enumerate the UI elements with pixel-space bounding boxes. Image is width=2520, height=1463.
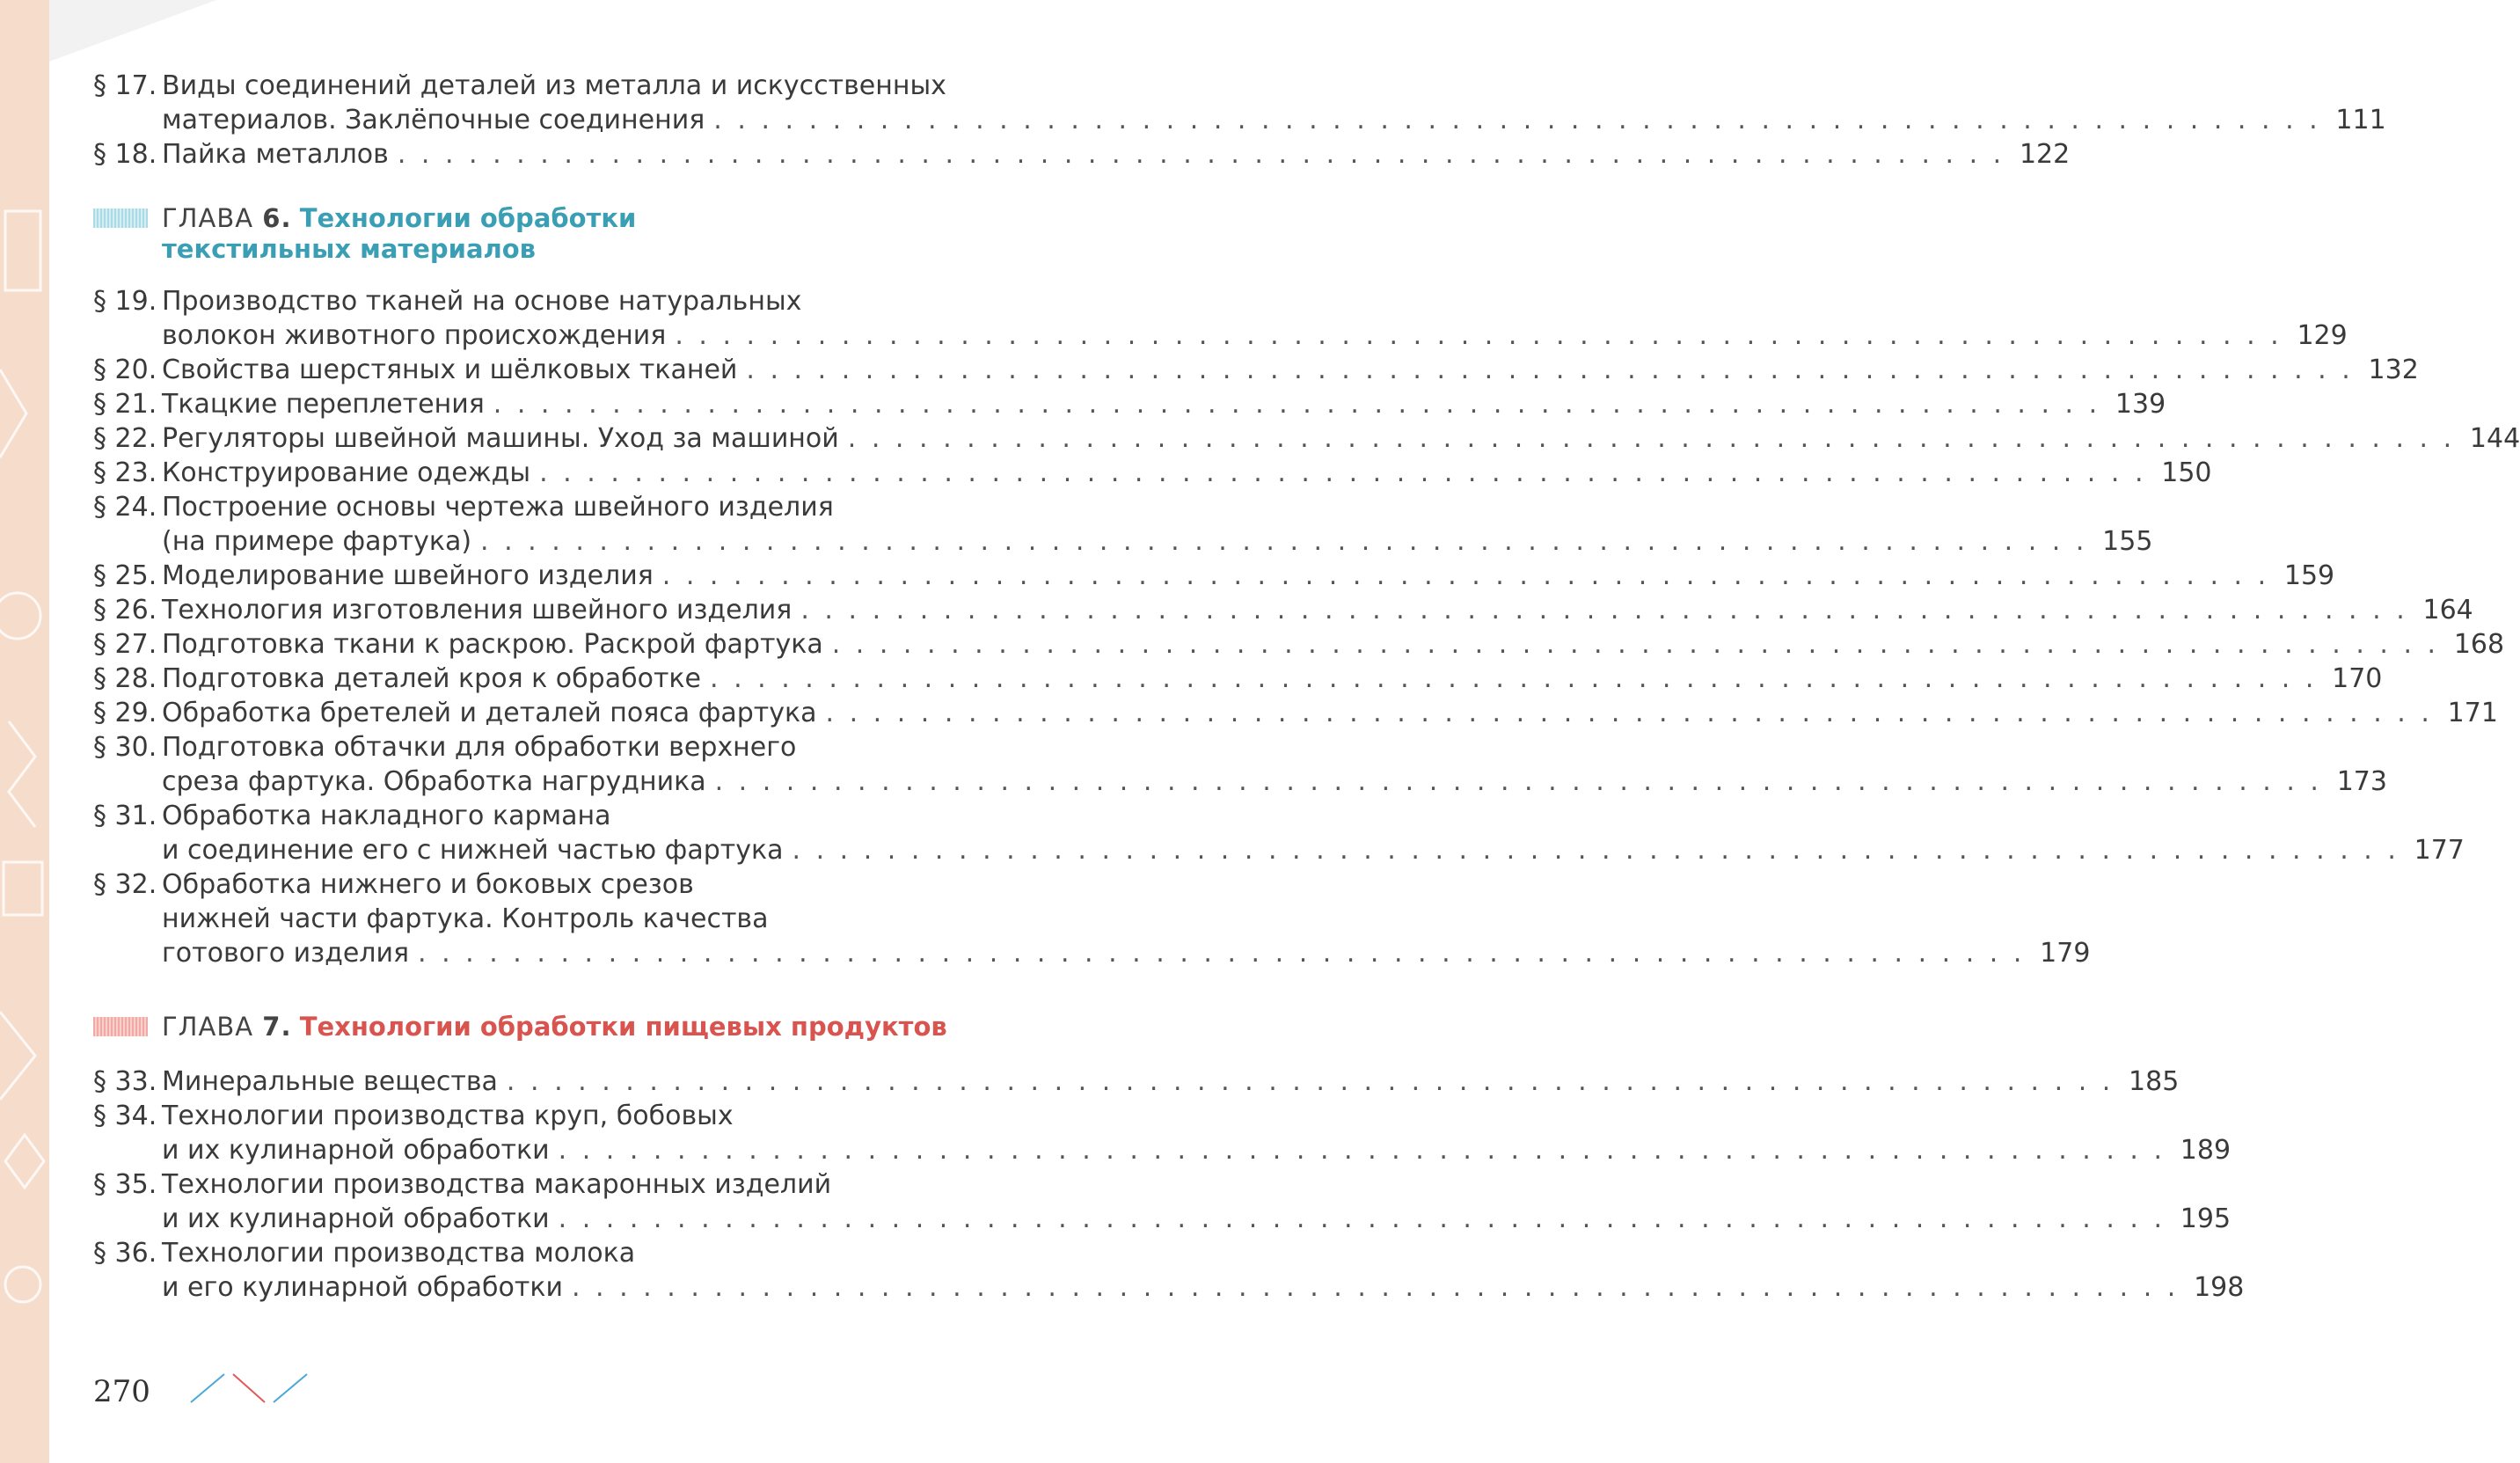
page-ref: 189	[2180, 1135, 2231, 1166]
section-title: и их кулинарной обработки	[162, 1135, 550, 1166]
chapter-title-line2: текстильных материалов	[162, 234, 537, 264]
page-ref: 168	[2453, 629, 2505, 660]
dot-leader: . . . . . . . . . . . . . . . . . . . . . . . . . . . . . . . . . . . . . . . . . . . . . . . . . . . . . . . . . . . . . . . . . . . .	[571, 1272, 2180, 1303]
section-title: Производство тканей на основе натуральных	[162, 286, 802, 317]
section-title: Ткацкие переплетения	[162, 389, 485, 420]
toc-entry[interactable]	[93, 559, 2335, 593]
toc-entry[interactable]	[93, 696, 2498, 730]
section-number: § 17.	[93, 70, 157, 101]
page-ref: 155	[2102, 526, 2153, 557]
toc-entry[interactable]	[93, 284, 2348, 353]
toc-entry[interactable]	[93, 1064, 2180, 1099]
section-title: Свойства шерстяных и шёлковых тканей	[162, 355, 738, 385]
decorative-slash-icon	[189, 1371, 312, 1406]
chapter-number: 7.	[262, 1012, 292, 1042]
section-number: § 27.	[93, 629, 157, 660]
toc-entry[interactable]	[93, 867, 2091, 970]
section-title: и их кулинарной обработки	[162, 1203, 550, 1234]
section-title: нижней части фартука. Контроль качества	[162, 903, 769, 934]
page-ref: 171	[2447, 698, 2498, 728]
chapter-number: 6.	[262, 203, 292, 233]
page-ref: 159	[2283, 560, 2335, 591]
section-number: § 21.	[93, 389, 157, 420]
chapter-title-line1: Технологии обработки пищевых продуктов	[299, 1012, 947, 1042]
chapter-label: ГЛАВА	[162, 1012, 263, 1042]
toc-entry[interactable]	[93, 799, 2465, 867]
chapter-label: ГЛАВА	[162, 203, 263, 233]
page-ref: 129	[2297, 320, 2348, 351]
page-ref: 173	[2336, 766, 2387, 797]
page-ref: 144	[2469, 423, 2520, 454]
page-ref: 111	[2335, 105, 2386, 135]
section-number: § 18.	[93, 139, 157, 170]
section-title: материалов. Заклёпочные соединения	[162, 105, 705, 135]
section-number: § 36.	[93, 1238, 157, 1269]
page-ref: 177	[2414, 835, 2465, 866]
section-title: Обработка бретелей и деталей пояса фартука	[162, 698, 817, 728]
geometric-pattern-icon	[0, 0, 49, 1463]
dot-leader: . . . . . . . . . . . . . . . . . . . . . . . . . . . . . . . . . . . . . . . . . . . . . . . . . . . . . . . . . . . . . . . . . . . .	[847, 423, 2456, 454]
section-number: § 20.	[93, 355, 157, 385]
toc-entry[interactable]	[93, 662, 2383, 696]
section-number: § 30.	[93, 732, 157, 763]
toc-entry[interactable]	[93, 353, 2419, 387]
section-number: § 19.	[93, 286, 157, 317]
section-number: § 32.	[93, 869, 157, 900]
decorative-side-strip	[0, 0, 49, 1463]
page-corner-fold	[49, 0, 216, 62]
section-number: § 28.	[93, 663, 157, 694]
toc-entry[interactable]	[93, 69, 2386, 137]
section-title: Минеральные вещества	[162, 1066, 498, 1097]
dot-leader: . . . . . . . . . . . . . . . . . . . . . . . . . . . . . . . . . . . . . . . . . . . . . . . . . . . . . . . . . . . . . . . . . . . .	[558, 1203, 2166, 1234]
section-title: Пайка металлов	[162, 139, 389, 170]
section-title: Виды соединений деталей из металла и искусственных	[162, 70, 946, 101]
toc-entry[interactable]	[93, 137, 2071, 172]
section-number: § 34.	[93, 1101, 157, 1131]
page-ref: 195	[2180, 1203, 2231, 1234]
section-title: Подготовка ткани к раскрою. Раскрой фартука	[162, 629, 823, 660]
toc-entry[interactable]	[93, 387, 2166, 421]
section-number: § 25.	[93, 560, 157, 591]
chapter-title-line1: Технологии обработки	[299, 203, 637, 233]
section-title: Регуляторы швейной машины. Уход за машиной	[162, 423, 839, 454]
dot-leader: . . . . . . . . . . . . . . . . . . . . . . . . . . . . . . . . . . . . . . . . . . . . . . . . . . . . . . . . . . . . . . . . . . . .	[418, 938, 2026, 969]
dot-leader: . . . . . . . . . . . . . . . . . . . . . . . . . . . . . . . . . . . . . . . . . . . . . . . . . . . . . . . . . . . . . . . . . . . .	[800, 595, 2408, 625]
chapter-6-marker	[93, 208, 148, 228]
section-title: Технологии производства круп, бобовых	[162, 1101, 734, 1131]
page-ref: 164	[2422, 595, 2473, 625]
toc-entry[interactable]	[93, 1167, 2231, 1236]
page-number: 270	[93, 1374, 150, 1409]
dot-leader: . . . . . . . . . . . . . . . . . . . . . . . . . . . . . . . . . . . . . . . . . . . . . . . . . . . . . . . . . . . . . . . . . . . .	[480, 526, 2088, 557]
section-number: § 26.	[93, 595, 157, 625]
toc-entry[interactable]	[93, 1099, 2231, 1167]
section-number: § 22.	[93, 423, 157, 454]
dot-leader: . . . . . . . . . . . . . . . . . . . . . . . . . . . . . . . . . . . . . . . . . . . . . . . . . . . . . . . . . . . . . . . . . . . .	[714, 766, 2322, 797]
dot-leader: . . . . . . . . . . . . . . . . . . . . . . . . . . . . . . . . . . . . . . . . . . . . . . . . . . . . . . . . . . . . . . . . . . . .	[825, 698, 2433, 728]
chapter-7-marker	[93, 1017, 148, 1036]
toc-entry[interactable]	[93, 421, 2520, 456]
section-title: Обработка нижнего и боковых срезов	[162, 869, 694, 900]
page-ref: 198	[2194, 1272, 2245, 1303]
section-number: § 24.	[93, 492, 157, 523]
page-ref: 170	[2332, 663, 2383, 694]
section-title: (на примере фартука)	[162, 526, 472, 557]
dot-leader: . . . . . . . . . . . . . . . . . . . . . . . . . . . . . . . . . . . . . . . . . . . . . . . . . . . . . . . . . . . . . . . . . . . .	[397, 139, 2005, 170]
page-ref: 179	[2040, 938, 2091, 969]
page-ref: 139	[2115, 389, 2166, 420]
dot-leader: . . . . . . . . . . . . . . . . . . . . . . . . . . . . . . . . . . . . . . . . . . . . . . . . . . . . . . . . . . . . . . . . . . . .	[539, 457, 2147, 488]
section-title: Подготовка деталей кроя к обработке	[162, 663, 701, 694]
dot-leader: . . . . . . . . . . . . . . . . . . . . . . . . . . . . . . . . . . . . . . . . . . . . . . . . . . . . . . . . . . . . . . . . . . . .	[506, 1066, 2115, 1097]
section-title: Обработка накладного кармана	[162, 801, 611, 831]
dot-leader: . . . . . . . . . . . . . . . . . . . . . . . . . . . . . . . . . . . . . . . . . . . . . . . . . . . . . . . . . . . . . . . . . . . .	[713, 105, 2321, 135]
page-ref: 122	[2019, 139, 2071, 170]
toc-entry[interactable]	[93, 593, 2473, 627]
dot-leader: . . . . . . . . . . . . . . . . . . . . . . . . . . . . . . . . . . . . . . . . . . . . . . . . . . . . . . . . . . . . . . . . . . . .	[675, 320, 2283, 351]
dot-leader: . . . . . . . . . . . . . . . . . . . . . . . . . . . . . . . . . . . . . . . . . . . . . . . . . . . . . . . . . . . . . . . . . . . .	[746, 355, 2354, 385]
dot-leader: . . . . . . . . . . . . . . . . . . . . . . . . . . . . . . . . . . . . . . . . . . . . . . . . . . . . . . . . . . . . . . . . . . . .	[831, 629, 2440, 660]
section-title: и его кулинарной обработки	[162, 1272, 563, 1303]
page-ref: 132	[2368, 355, 2419, 385]
dot-leader: . . . . . . . . . . . . . . . . . . . . . . . . . . . . . . . . . . . . . . . . . . . . . . . . . . . . . . . . . . . . . . . . . . . .	[792, 835, 2399, 866]
dot-leader: . . . . . . . . . . . . . . . . . . . . . . . . . . . . . . . . . . . . . . . . . . . . . . . . . . . . . . . . . . . . . . . . . . . .	[558, 1135, 2166, 1166]
section-title: и соединение его с нижней частью фартука	[162, 835, 784, 866]
section-title: среза фартука. Обработка нагрудника	[162, 766, 706, 797]
section-title: волокон животного происхождения	[162, 320, 667, 351]
dot-leader: . . . . . . . . . . . . . . . . . . . . . . . . . . . . . . . . . . . . . . . . . . . . . . . . . . . . . . . . . . . . . . . . . . . .	[710, 663, 2318, 694]
dot-leader: . . . . . . . . . . . . . . . . . . . . . . . . . . . . . . . . . . . . . . . . . . . . . . . . . . . . . . . . . . . . . . . . . . . .	[661, 560, 2270, 591]
section-number: § 35.	[93, 1169, 157, 1200]
toc-entry[interactable]	[93, 490, 2153, 559]
page-ref: 185	[2129, 1066, 2180, 1097]
section-number: § 31.	[93, 801, 157, 831]
section-number: § 33.	[93, 1066, 157, 1097]
chapter-6-heading	[93, 203, 999, 265]
section-title: Подготовка обтачки для обработки верхнего	[162, 732, 797, 763]
page-ref: 150	[2161, 457, 2212, 488]
section-title: Конструирование одежды	[162, 457, 531, 488]
section-title: Построение основы чертежа швейного изделия	[162, 492, 834, 523]
dot-leader: . . . . . . . . . . . . . . . . . . . . . . . . . . . . . . . . . . . . . . . . . . . . . . . . . . . . . . . . . . . . . . . . . . . .	[493, 389, 2101, 420]
toc-entry[interactable]	[93, 730, 2387, 799]
chapter-7-heading	[93, 1012, 999, 1042]
section-number: § 23.	[93, 457, 157, 488]
toc-entry[interactable]	[93, 456, 2212, 490]
toc-entry[interactable]	[93, 627, 2505, 662]
section-title: готового изделия	[162, 938, 410, 969]
section-title: Моделирование швейного изделия	[162, 560, 654, 591]
toc-entry[interactable]	[93, 1236, 2245, 1305]
section-number: § 29.	[93, 698, 157, 728]
section-title: Технологии производства макаронных изделий	[162, 1169, 832, 1200]
section-title: Технология изготовления швейного изделия	[162, 595, 793, 625]
section-title: Технологии производства молока	[162, 1238, 636, 1269]
